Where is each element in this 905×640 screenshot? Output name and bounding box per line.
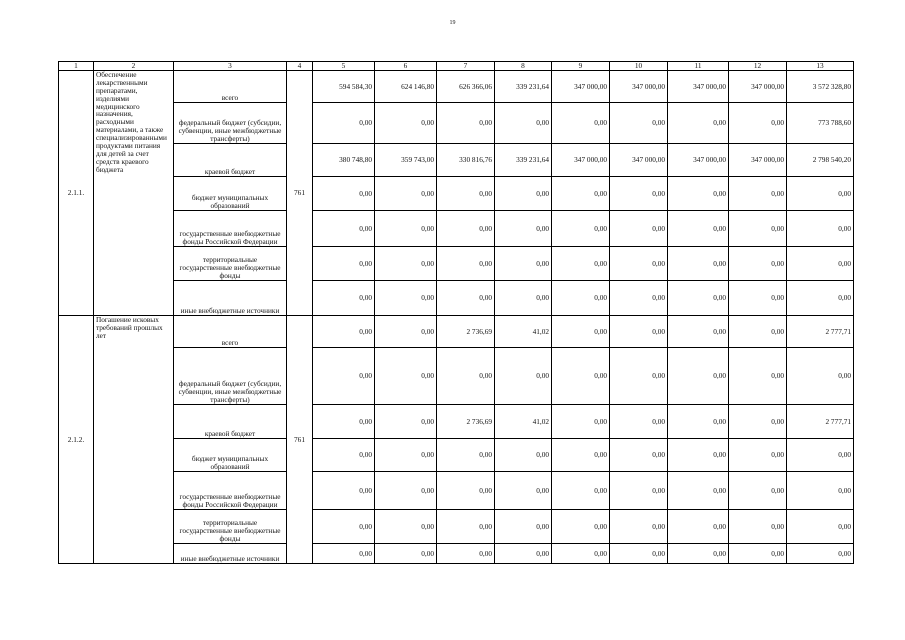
- value-cell: 0,00: [787, 177, 854, 211]
- funding-source: территориальные государственные внебюджетные фонды: [174, 247, 287, 281]
- value-cell: 347 000,00: [729, 71, 787, 103]
- funding-source: всего: [174, 316, 287, 348]
- value-cell: 0,00: [610, 544, 668, 564]
- value-cell: 0,00: [729, 348, 787, 405]
- value-cell: 0,00: [610, 510, 668, 544]
- value-cell: 0,00: [552, 281, 610, 316]
- value-cell: 0,00: [729, 316, 787, 348]
- value-cell: 0,00: [495, 177, 552, 211]
- value-cell: 0,00: [729, 177, 787, 211]
- value-cell: 0,00: [495, 281, 552, 316]
- value-cell: 2 777,71: [787, 405, 854, 439]
- value-cell: 2 736,69: [437, 405, 495, 439]
- value-cell: 0,00: [787, 510, 854, 544]
- grbs-code: 761: [287, 316, 313, 564]
- value-cell: 2 798 540,20: [787, 144, 854, 177]
- funding-source: государственные внебюджетные фонды Российской Федерации: [174, 211, 287, 247]
- value-cell: 41,02: [495, 405, 552, 439]
- value-cell: 0,00: [729, 439, 787, 472]
- value-cell: 0,00: [729, 510, 787, 544]
- funding-source: бюджет муниципальных образований: [174, 177, 287, 211]
- value-cell: 0,00: [437, 439, 495, 472]
- column-header: 3: [174, 62, 287, 71]
- value-cell: 347 000,00: [552, 71, 610, 103]
- value-cell: 347 000,00: [668, 144, 729, 177]
- column-header: 4: [287, 62, 313, 71]
- value-cell: 626 366,06: [437, 71, 495, 103]
- value-cell: 0,00: [668, 544, 729, 564]
- value-cell: 0,00: [313, 316, 375, 348]
- table-row: [59, 405, 854, 439]
- value-cell: 0,00: [610, 439, 668, 472]
- table-row: [59, 281, 854, 316]
- value-cell: 0,00: [313, 211, 375, 247]
- section-code: 2.1.1.: [59, 71, 94, 316]
- value-cell: 0,00: [437, 472, 495, 510]
- value-cell: 0,00: [610, 281, 668, 316]
- table-row: [59, 103, 854, 144]
- value-cell: 0,00: [313, 439, 375, 472]
- value-cell: 0,00: [610, 472, 668, 510]
- value-cell: 0,00: [313, 247, 375, 281]
- value-cell: 0,00: [495, 439, 552, 472]
- column-header: 5: [313, 62, 375, 71]
- value-cell: 0,00: [729, 281, 787, 316]
- table-row: [59, 211, 854, 247]
- value-cell: 2 777,71: [787, 316, 854, 348]
- value-cell: 0,00: [552, 439, 610, 472]
- value-cell: 0,00: [313, 544, 375, 564]
- table-row: [59, 177, 854, 211]
- value-cell: 0,00: [729, 103, 787, 144]
- value-cell: 0,00: [375, 247, 437, 281]
- grbs-code: 761: [287, 71, 313, 316]
- value-cell: 347 000,00: [552, 144, 610, 177]
- column-header: 9: [552, 62, 610, 71]
- value-cell: 0,00: [437, 281, 495, 316]
- value-cell: 0,00: [787, 544, 854, 564]
- value-cell: 0,00: [313, 405, 375, 439]
- value-cell: 0,00: [610, 348, 668, 405]
- value-cell: 0,00: [729, 544, 787, 564]
- value-cell: 0,00: [787, 439, 854, 472]
- value-cell: 0,00: [313, 177, 375, 211]
- table-row: [59, 247, 854, 281]
- column-header: 8: [495, 62, 552, 71]
- value-cell: 0,00: [610, 211, 668, 247]
- column-header: 1: [59, 62, 94, 71]
- value-cell: 0,00: [552, 103, 610, 144]
- value-cell: 0,00: [610, 177, 668, 211]
- value-cell: 0,00: [668, 439, 729, 472]
- value-cell: 0,00: [787, 211, 854, 247]
- value-cell: 2 736,69: [437, 316, 495, 348]
- value-cell: 0,00: [437, 544, 495, 564]
- section-name: Обеспечение лекарственными препаратами, изделиями медицинского назначения, расходными материалами, а также специализированными продуктами питания для детей за счет средств краевого бюджета: [94, 71, 174, 316]
- value-cell: 0,00: [552, 211, 610, 247]
- value-cell: 0,00: [313, 103, 375, 144]
- value-cell: 41,02: [495, 316, 552, 348]
- value-cell: 0,00: [495, 348, 552, 405]
- value-cell: 0,00: [552, 405, 610, 439]
- value-cell: 347 000,00: [610, 71, 668, 103]
- section-name: Погашение исковых требований прошлых лет: [94, 316, 174, 564]
- table-row: [59, 316, 854, 348]
- value-cell: 0,00: [375, 211, 437, 247]
- funding-source: иные внебюджетные источники: [174, 544, 287, 564]
- value-cell: 0,00: [375, 510, 437, 544]
- section-code: 2.1.2.: [59, 316, 94, 564]
- value-cell: 347 000,00: [610, 144, 668, 177]
- value-cell: 0,00: [610, 103, 668, 144]
- header-row: [59, 62, 854, 71]
- value-cell: 0,00: [610, 247, 668, 281]
- value-cell: 0,00: [729, 211, 787, 247]
- value-cell: 0,00: [495, 103, 552, 144]
- funding-source: федеральный бюджет (субсидии, субвенции, иные межбюджетные трансферты): [174, 103, 287, 144]
- value-cell: 0,00: [375, 316, 437, 348]
- column-header: 13: [787, 62, 854, 71]
- value-cell: 0,00: [787, 472, 854, 510]
- funding-source: краевой бюджет: [174, 144, 287, 177]
- value-cell: 0,00: [668, 247, 729, 281]
- table-row: [59, 439, 854, 472]
- value-cell: 0,00: [313, 281, 375, 316]
- table-body: [59, 71, 854, 564]
- funding-source: бюджет муниципальных образований: [174, 439, 287, 472]
- value-cell: 0,00: [375, 472, 437, 510]
- value-cell: 0,00: [375, 439, 437, 472]
- funding-source: краевой бюджет: [174, 405, 287, 439]
- value-cell: 359 743,00: [375, 144, 437, 177]
- value-cell: 0,00: [729, 405, 787, 439]
- value-cell: 0,00: [375, 281, 437, 316]
- table-row: [59, 71, 854, 103]
- value-cell: 0,00: [668, 177, 729, 211]
- value-cell: 0,00: [668, 103, 729, 144]
- funding-source: иные внебюджетные источники: [174, 281, 287, 316]
- value-cell: 0,00: [552, 348, 610, 405]
- table-row: [59, 348, 854, 405]
- value-cell: 0,00: [668, 348, 729, 405]
- value-cell: 0,00: [437, 247, 495, 281]
- value-cell: 0,00: [313, 348, 375, 405]
- column-header: 12: [729, 62, 787, 71]
- value-cell: 0,00: [552, 472, 610, 510]
- value-cell: 0,00: [610, 316, 668, 348]
- value-cell: 3 572 328,80: [787, 71, 854, 103]
- value-cell: 0,00: [552, 544, 610, 564]
- value-cell: 0,00: [375, 544, 437, 564]
- value-cell: 0,00: [495, 211, 552, 247]
- value-cell: 347 000,00: [668, 71, 729, 103]
- value-cell: 380 748,80: [313, 144, 375, 177]
- value-cell: 0,00: [313, 472, 375, 510]
- funding-source: всего: [174, 71, 287, 103]
- value-cell: 0,00: [787, 247, 854, 281]
- value-cell: 0,00: [437, 211, 495, 247]
- value-cell: 0,00: [375, 177, 437, 211]
- funding-source: территориальные государственные внебюджетные фонды: [174, 510, 287, 544]
- value-cell: 624 146,80: [375, 71, 437, 103]
- value-cell: 0,00: [552, 316, 610, 348]
- column-header: 6: [375, 62, 437, 71]
- table-row: [59, 510, 854, 544]
- column-header: 7: [437, 62, 495, 71]
- value-cell: 330 816,76: [437, 144, 495, 177]
- value-cell: 0,00: [495, 544, 552, 564]
- value-cell: 0,00: [552, 247, 610, 281]
- value-cell: 347 000,00: [729, 144, 787, 177]
- value-cell: 0,00: [729, 247, 787, 281]
- value-cell: 339 231,64: [495, 71, 552, 103]
- value-cell: 0,00: [437, 177, 495, 211]
- value-cell: 0,00: [375, 348, 437, 405]
- value-cell: 0,00: [495, 510, 552, 544]
- value-cell: 0,00: [313, 510, 375, 544]
- table-row: [59, 544, 854, 564]
- value-cell: 0,00: [668, 281, 729, 316]
- funding-source: федеральный бюджет (субсидии, субвенции, иные межбюджетные трансферты): [174, 348, 287, 405]
- column-header: 11: [668, 62, 729, 71]
- value-cell: 0,00: [668, 316, 729, 348]
- funding-source: государственные внебюджетные фонды Российской Федерации: [174, 472, 287, 510]
- column-header: 10: [610, 62, 668, 71]
- value-cell: 0,00: [668, 405, 729, 439]
- value-cell: 0,00: [668, 472, 729, 510]
- value-cell: 0,00: [437, 103, 495, 144]
- table-row: [59, 472, 854, 510]
- value-cell: 0,00: [495, 472, 552, 510]
- budget-table: [58, 61, 854, 564]
- value-cell: 339 231,64: [495, 144, 552, 177]
- value-cell: 0,00: [552, 510, 610, 544]
- column-header: 2: [94, 62, 174, 71]
- value-cell: 0,00: [375, 405, 437, 439]
- value-cell: 0,00: [610, 405, 668, 439]
- value-cell: 0,00: [552, 177, 610, 211]
- value-cell: 773 788,60: [787, 103, 854, 144]
- value-cell: 0,00: [729, 472, 787, 510]
- value-cell: 0,00: [668, 211, 729, 247]
- value-cell: 0,00: [787, 281, 854, 316]
- table-row: [59, 144, 854, 177]
- value-cell: 0,00: [787, 348, 854, 405]
- page-number: 19: [449, 20, 456, 26]
- value-cell: 0,00: [668, 510, 729, 544]
- value-cell: 594 584,30: [313, 71, 375, 103]
- value-cell: 0,00: [375, 103, 437, 144]
- value-cell: 0,00: [437, 510, 495, 544]
- value-cell: 0,00: [495, 247, 552, 281]
- value-cell: 0,00: [437, 348, 495, 405]
